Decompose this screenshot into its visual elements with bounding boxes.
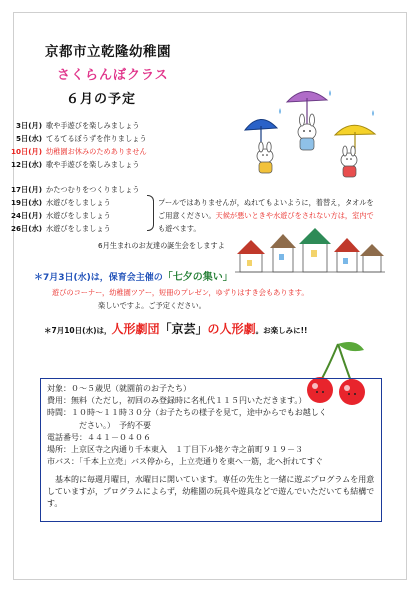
info-phone: 電話番号：４４１－０４０６ [47, 432, 151, 442]
info-bus: 市バス：「千本上立売」バス停から，上立売通りを東へ一筋，北へ折れてすぐ [47, 457, 323, 467]
class-name: さくらんぼクラス [57, 68, 169, 83]
info-time-cont: ださい。） 予約不要 [79, 420, 151, 430]
event-tanabata-detail2: 楽しいですよ。ご予定ください。 [98, 301, 206, 310]
list-item: 5日(水) てるてるぼうずを作りましょう [16, 134, 147, 143]
schedule-list-b [0, 184, 139, 234]
info-place: 場所：上京区寺之内通り千本東入 １丁目下ル姥ケ寺之前町９１９－３ [47, 445, 303, 455]
list-item: 3日(月) 歌や手遊びを楽しみましょう [16, 121, 140, 130]
info-target: 対象：０～５歳児（就園前のお子たち） [47, 384, 191, 393]
info-fee: 費用：無料（ただし，初回のみ登録時に名札代１１５円いただきます。） [47, 396, 307, 406]
birthday-note: 6月生まれのお友達の誕生会をしますよ [98, 241, 225, 250]
list-item: 12日(水) 歌や手遊びを楽しみましょう [11, 160, 140, 169]
event-puppet-show: ＊7月10日(水)は，人形劇団「京芸」の人形劇。お楽しみに!! [44, 322, 308, 336]
event-tanabata: ＊7月3日(水)は，保育会主催の「七夕の集い」 [34, 272, 233, 283]
rabbits-umbrella-illustration [235, 80, 385, 185]
list-item: 19日(水) 水遊びをしましょう [11, 198, 111, 207]
list-item: 24日(月) 水遊びをしましょう [11, 211, 111, 220]
list-item: 17日(月) かたつむりをつくりましょう [11, 185, 140, 194]
event-tanabata-detail: 遊びのコーナー，幼稚園ツアー，短冊のプレゼン，ゆずりはすき会もあります。 [52, 288, 309, 297]
water-note-line: も遊べます。 [158, 224, 201, 233]
schedule-list-a [0, 120, 147, 170]
info-time: 時間：１０時～１１時３０分（お子たちの様子を見て，途中からでもお越しく [47, 408, 327, 418]
water-note-line: プールではありませんが，ぬれてもよいように，着替え，タオルを [158, 198, 374, 207]
info-box [40, 378, 382, 522]
list-item: 26日(水) 水遊びをしましょう [11, 224, 111, 233]
houses-illustration [235, 222, 385, 277]
info-note: 基本的に毎週月曜日，水曜日に開いています。専任の先生と一緒に遊ぶプログラムを用意していますが，プログラムによらず，幼稚園の玩具や遊具などで遊んでいただいても結構です。 [47, 475, 375, 509]
school-name: 京都市立乾隆幼稚園 [45, 44, 171, 60]
list-item: 10日(月) 幼稚園お休みのためありません [11, 147, 147, 156]
water-note-line: ご用意ください。天候が悪いときや水遊びをされない方は，室内で [158, 211, 374, 220]
bracket [147, 195, 154, 231]
month-title: ６月の予定 [66, 92, 137, 107]
